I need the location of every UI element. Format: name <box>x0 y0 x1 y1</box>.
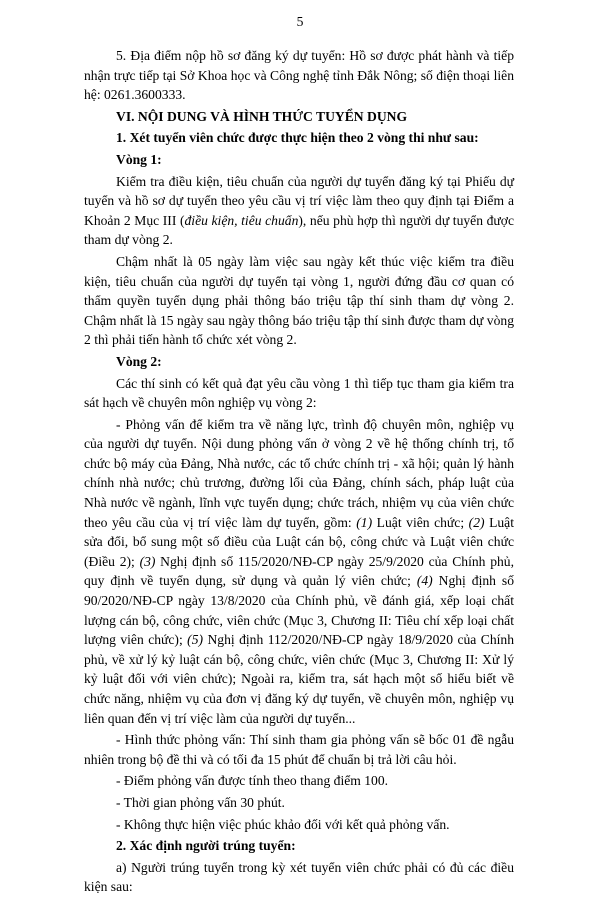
text-run: Nghị định 112/2020/NĐ-CP ngày 18/9/2020 của Chính phủ, về xử lý kỷ luật cán bộ, công chức, viên chức (Mục 3, Chương II: Xử lý kỷ luật đối với viên chức); Ngoài ra, kiểm tra, sát hạch một số hiểu biết về chức năng, nhiệm vụ của đơn vị đăng ký dự tuyển, về chuyên môn, nghiệp vụ liên quan đến vị trí việc làm của người dự tuyển... <box>84 632 514 726</box>
item-5-paragraph: 5. Địa điểm nộp hồ sơ đăng ký dự tuyển: Hồ sơ được phát hành và tiếp nhận trực tiếp tại Sở Khoa học và Công nghệ tỉnh Đắk Nông; số điện thoại liên hệ: 0261.3600333. <box>84 48 514 103</box>
text-run: Nghị định số 115/2020/NĐ-CP ngày 25/9/2020 của Chính phủ, quy định về tuyển dụng, sử dụng và quản lý viên chức; <box>84 553 514 589</box>
subsection-1-heading: 1. Xét tuyển viên chức được thực hiện theo 2 vòng thi như sau: <box>116 130 479 146</box>
page-content <box>84 46 514 897</box>
italic-run: (4) <box>416 573 433 589</box>
round-2-interview-content <box>84 415 514 729</box>
round-2-duration: - Thời gian phỏng vấn 30 phút. <box>116 794 285 810</box>
text-run: Nghị định số 90/2020/NĐ-CP ngày 13/8/2020 của Chính phủ, về đánh giá, xếp loại chất lượng cán bộ, công chức, viên chức (Mục 3, Chương II: Tiêu chí xếp loại chất lượng viên chức); <box>84 573 514 648</box>
page-number: 5 <box>296 14 304 29</box>
round-2-interview-format: - Hình thức phỏng vấn: Thí sinh tham gia phỏng vấn sẽ bốc 01 đề ngẫu nhiên trong bộ đề thi và có tối đa 15 phút để chuẩn bị trả lời câu hỏi. <box>84 732 514 767</box>
text-run: - Phỏng vấn để kiểm tra về năng lực, trình độ chuyên môn, nghiệp vụ của người dự tuyển. Nội dung phỏng vấn ở vòng 2 về hệ thống chính trị, tổ chức bộ máy của Đảng, Nhà nước, các tổ chức chính trị - xã hội; quản lý hành chính nhà nước; chủ trương, đường lối của Đảng, chính sách, pháp luật của Nhà nước về ngành, lĩnh vực tuyển dụng; chức trách, nhiệm vụ của viên chức theo yêu cầu của vị trí việc làm dự tuyển, gồm: <box>84 416 514 530</box>
italic-run: (2) <box>468 514 485 530</box>
text-run: Kiểm tra điều kiện, tiêu chuẩn của người dự tuyển đăng ký tại Phiếu dự tuyển và hồ sơ dự tuyển theo yêu cầu vị trí việc làm theo quy định tại Điểm a Khoản 2 Mục III ( <box>84 173 514 228</box>
round-2-paragraph-1: Các thí sinh có kết quả đạt yêu cầu vòng 1 thì tiếp tục tham gia kiểm tra sát hạch về chuyên môn nghiệp vụ vòng 2: <box>84 375 514 411</box>
round-2-heading: Vòng 2: <box>116 353 162 369</box>
round-1-paragraph-1 <box>84 172 514 250</box>
italic-run: (5) <box>187 632 204 648</box>
round-2-no-review: - Không thực hiện việc phúc khảo đối với kết quả phỏng vấn. <box>116 816 450 832</box>
italic-run: điều kiện, tiêu chuẩn <box>184 212 299 228</box>
italic-run: (1) <box>356 514 373 530</box>
text-run: Luật sửa đổi, bổ sung một số điều của Luật cán bộ, công chức và Luật viên chức (Điều 2); <box>84 514 514 569</box>
text-run: ), nếu phù hợp thì người dự tuyển được tham dự vòng 2. <box>84 212 514 248</box>
section-vi-heading: VI. NỘI DUNG VÀ HÌNH THỨC TUYỂN DỤNG <box>116 108 408 124</box>
round-2-score-scale: - Điểm phỏng vấn được tính theo thang điểm 100. <box>116 773 389 789</box>
subsection-2-heading: 2. Xác định người trúng tuyển: <box>116 838 296 854</box>
subsection-2-a: a) Người trúng tuyển trong kỳ xét tuyển viên chức phải có đủ các điều kiện sau: <box>84 859 514 895</box>
italic-run: (3) <box>139 553 156 569</box>
round-1-paragraph-2: Chậm nhất là 05 ngày làm việc sau ngày kết thúc việc kiểm tra điều kiện, tiêu chuẩn của người dự tuyển tại vòng 1, người đứng đầu cơ quan có thẩm quyền tuyển dụng phải thông báo triệu tập thí sinh tham dự vòng 2. Chậm nhất là 15 ngày sau ngày thông báo triệu tập thí sinh được tham dự vòng 2 thì phải tiến hành tổ chức xét vòng 2. <box>84 253 514 348</box>
text-run: Luật viên chức; <box>372 514 469 530</box>
round-1-heading: Vòng 1: <box>116 151 162 167</box>
